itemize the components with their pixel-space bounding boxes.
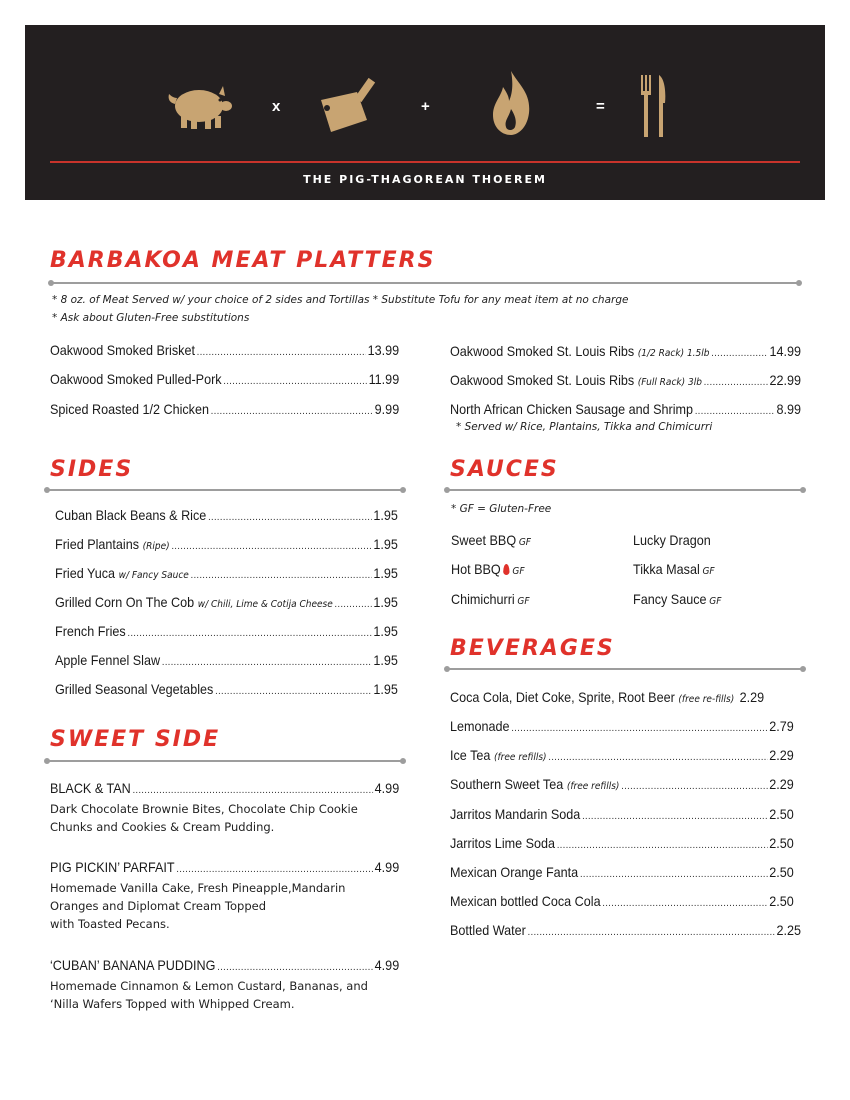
menu-item: Cuban Black Beans & Rice ..... 1.95	[55, 507, 398, 523]
menu-item: Oakwood Smoked St. Louis Ribs (Full Rack) 3lb ..... 22.99	[450, 372, 801, 388]
times-sign: x	[272, 98, 281, 115]
dessert-item: PIG PICKIN’ PARFAIT ..... 4.99	[50, 859, 399, 875]
sauces-rule	[446, 489, 804, 491]
flame-icon	[489, 69, 533, 137]
sauce-item: Hot BBQ GF	[451, 561, 525, 577]
dessert-description: Homemade Cinnamon & Lemon Custard, Bananas, and ‘Nilla Wafers Topped with Whipped Cream.	[50, 979, 368, 1011]
served-note: * Served w/ Rice, Plantains, Tikka and Chimicurri	[456, 421, 713, 433]
menu-item: Oakwood Smoked Brisket ..... 13.99	[50, 342, 399, 358]
sauce-item: Sweet BBQ GF	[451, 532, 532, 548]
sweet-rule	[46, 760, 404, 762]
sides-title: SIDES	[50, 457, 134, 482]
sides-rule	[46, 489, 404, 491]
gf-note: * GF = Gluten-Free	[451, 503, 552, 515]
beverage-item: Bottled Water ..... 2.25	[450, 922, 801, 938]
menu-item: French Fries ..... 1.95	[55, 623, 398, 639]
sauce-item: Chimichurri GF	[451, 591, 530, 607]
cleaver-icon	[317, 70, 391, 136]
sauce-item: Lucky Dragon	[633, 532, 711, 548]
beverage-item: Mexican bottled Coca Cola ..... 2.50	[450, 893, 794, 909]
hot-flame-icon	[503, 564, 509, 575]
beverage-item: Mexican Orange Fanta ..... 2.50	[450, 864, 794, 880]
sweet-title: SWEET SIDE	[50, 727, 221, 752]
dessert-item: BLACK & TAN ..... 4.99	[50, 780, 399, 796]
menu-item: Oakwood Smoked Pulled-Pork ..... 11.99	[50, 371, 399, 387]
beverage-item: Jarritos Lime Soda ..... 2.50	[450, 835, 794, 851]
header-banner	[25, 25, 825, 200]
beverage-item: Southern Sweet Tea (free refills) ..... 2.29	[450, 776, 794, 792]
equals-sign: =	[596, 98, 605, 115]
beverage-item: Jarritos Mandarin Soda ..... 2.50	[450, 806, 794, 822]
menu-item: Oakwood Smoked St. Louis Ribs (1/2 Rack) 1.5lb ..... 14.99	[450, 343, 801, 359]
sauces-title: SAUCES	[450, 457, 559, 482]
dessert-description: Homemade Vanilla Cake, Fresh Pineapple,Mandarin Oranges and Diplomat Cream Topped with Toasted Pecans.	[50, 881, 346, 931]
menu-item: North African Chicken Sausage and Shrimp ..... 8.99	[450, 401, 801, 417]
tagline: THE PIG-THAGOREAN THOEREM	[303, 173, 547, 186]
menu-item: Spiced Roasted 1/2 Chicken ..... 9.99	[50, 401, 399, 417]
beverages-title: BEVERAGES	[450, 636, 615, 661]
platters-title: BARBAKOA MEAT PLATTERS	[50, 248, 436, 273]
sauce-item: Tikka Masal GF	[633, 561, 715, 577]
dessert-description: Dark Chocolate Brownie Bites, Chocolate Chip Cookie Chunks and Cookies & Cream Pudding.	[50, 802, 358, 834]
platters-note-1: * 8 oz. of Meat Served w/ your choice of 2 sides and Tortillas * Substitute Tofu for any meat item at no charge	[52, 294, 629, 306]
menu-item: Fried Plantains (Ripe) ..... 1.95	[55, 536, 398, 552]
fork-knife-icon	[639, 73, 669, 139]
menu-item: Apple Fennel Slaw ..... 1.95	[55, 652, 398, 668]
menu-item: Grilled Corn On The Cob w/ Chili, Lime & Cotija Cheese ..... 1.95	[55, 594, 398, 610]
menu-item: Grilled Seasonal Vegetables ..... 1.95	[55, 681, 398, 697]
beverage-item: Lemonade ..... 2.79	[450, 718, 794, 734]
beverages-rule	[446, 668, 804, 670]
beverage-item: Ice Tea (free refills) ..... 2.29	[450, 747, 794, 763]
banner-divider	[50, 161, 800, 163]
beverage-item: Coca Cola, Diet Coke, Sprite, Root Beer (free re-fills) 2.29	[450, 689, 765, 705]
plus-sign: +	[421, 98, 430, 115]
sauce-item: Fancy Sauce GF	[633, 591, 722, 607]
menu-item: Fried Yuca w/ Fancy Sauce ..... 1.95	[55, 565, 398, 581]
platters-note-2: * Ask about Gluten-Free substitutions	[52, 312, 250, 324]
dessert-item: ‘CUBAN’ BANANA PUDDING ..... 4.99	[50, 957, 399, 973]
pig-icon	[163, 80, 235, 132]
platters-rule	[50, 282, 800, 284]
